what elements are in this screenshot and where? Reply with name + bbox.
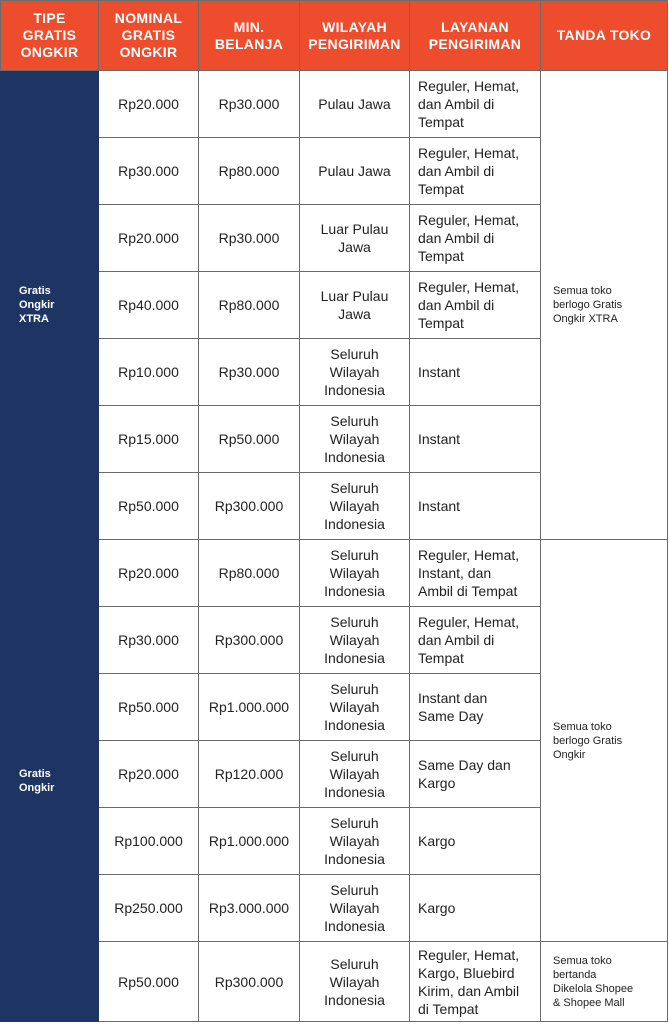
- service-cell: Kargo: [410, 808, 541, 875]
- service-cell: Instant: [410, 339, 541, 406]
- min-purchase-cell: Rp300.000: [199, 473, 300, 540]
- region-cell: Seluruh Wilayah Indonesia: [300, 942, 410, 1022]
- min-purchase-cell: Rp80.000: [199, 272, 300, 339]
- min-purchase-cell: Rp30.000: [199, 205, 300, 272]
- store-mark-cell: Semua toko bertanda Dikelola Shopee & Shopee Mall: [541, 942, 668, 1022]
- table-body: [1, 71, 668, 1022]
- nominal-cell: Rp20.000: [99, 540, 199, 607]
- min-purchase-cell: Rp300.000: [199, 607, 300, 674]
- nominal-cell: Rp30.000: [99, 607, 199, 674]
- nominal-cell: Rp50.000: [99, 942, 199, 1022]
- header-region: WILAYAH PENGIRIMAN: [300, 1, 410, 71]
- service-cell: Reguler, Hemat, dan Ambil di Tempat: [410, 607, 541, 674]
- min-purchase-cell: Rp80.000: [199, 138, 300, 205]
- region-cell: Seluruh Wilayah Indonesia: [300, 473, 410, 540]
- service-cell: Reguler, Hemat, Kargo, Bluebird Kirim, dan Ambil di Tempat: [410, 942, 541, 1022]
- shipping-type-cell: Gratis Ongkir XTRA: [1, 71, 99, 540]
- min-purchase-cell: Rp300.000: [199, 942, 300, 1022]
- nominal-cell: Rp10.000: [99, 339, 199, 406]
- region-cell: Luar Pulau Jawa: [300, 272, 410, 339]
- service-cell: Instant: [410, 406, 541, 473]
- service-cell: Reguler, Hemat, Instant, dan Ambil di Tempat: [410, 540, 541, 607]
- header-store-mark: TANDA TOKO: [541, 1, 668, 71]
- region-cell: Seluruh Wilayah Indonesia: [300, 339, 410, 406]
- service-cell: Same Day dan Kargo: [410, 741, 541, 808]
- nominal-cell: Rp50.000: [99, 674, 199, 741]
- region-cell: Seluruh Wilayah Indonesia: [300, 741, 410, 808]
- min-purchase-cell: Rp50.000: [199, 406, 300, 473]
- service-cell: Reguler, Hemat, dan Ambil di Tempat: [410, 205, 541, 272]
- nominal-cell: Rp15.000: [99, 406, 199, 473]
- service-cell: Kargo: [410, 875, 541, 942]
- table-row: [1, 540, 668, 607]
- min-purchase-cell: Rp30.000: [199, 71, 300, 138]
- region-cell: Seluruh Wilayah Indonesia: [300, 540, 410, 607]
- service-cell: Reguler, Hemat, dan Ambil di Tempat: [410, 138, 541, 205]
- min-purchase-cell: Rp120.000: [199, 741, 300, 808]
- service-cell: Instant dan Same Day: [410, 674, 541, 741]
- region-cell: Pulau Jawa: [300, 138, 410, 205]
- region-cell: Seluruh Wilayah Indonesia: [300, 607, 410, 674]
- nominal-cell: Rp100.000: [99, 808, 199, 875]
- header-service: LAYANAN PENGIRIMAN: [410, 1, 541, 71]
- store-mark-cell: Semua toko berlogo Gratis Ongkir XTRA: [541, 71, 668, 540]
- min-purchase-cell: Rp3.000.000: [199, 875, 300, 942]
- service-cell: Instant: [410, 473, 541, 540]
- table-row: [1, 942, 668, 1022]
- nominal-cell: Rp20.000: [99, 205, 199, 272]
- store-mark-cell: Semua toko berlogo Gratis Ongkir: [541, 540, 668, 942]
- header-nominal: NOMINAL GRATIS ONGKIR: [99, 1, 199, 71]
- header-min-purchase: MIN. BELANJA: [199, 1, 300, 71]
- header-type: TIPE GRATIS ONGKIR: [1, 1, 99, 71]
- min-purchase-cell: Rp1.000.000: [199, 674, 300, 741]
- region-cell: Seluruh Wilayah Indonesia: [300, 674, 410, 741]
- nominal-cell: Rp20.000: [99, 71, 199, 138]
- region-cell: Seluruh Wilayah Indonesia: [300, 808, 410, 875]
- min-purchase-cell: Rp1.000.000: [199, 808, 300, 875]
- nominal-cell: Rp20.000: [99, 741, 199, 808]
- region-cell: Seluruh Wilayah Indonesia: [300, 875, 410, 942]
- min-purchase-cell: Rp30.000: [199, 339, 300, 406]
- shipping-type-cell: Gratis Ongkir: [1, 540, 99, 1022]
- min-purchase-cell: Rp80.000: [199, 540, 300, 607]
- region-cell: Seluruh Wilayah Indonesia: [300, 406, 410, 473]
- nominal-cell: Rp30.000: [99, 138, 199, 205]
- table-row: [1, 71, 668, 138]
- nominal-cell: Rp40.000: [99, 272, 199, 339]
- service-cell: Reguler, Hemat, dan Ambil di Tempat: [410, 272, 541, 339]
- region-cell: Pulau Jawa: [300, 71, 410, 138]
- region-cell: Luar Pulau Jawa: [300, 205, 410, 272]
- service-cell: Reguler, Hemat, dan Ambil di Tempat: [410, 71, 541, 138]
- nominal-cell: Rp50.000: [99, 473, 199, 540]
- header-row: [1, 1, 668, 71]
- nominal-cell: Rp250.000: [99, 875, 199, 942]
